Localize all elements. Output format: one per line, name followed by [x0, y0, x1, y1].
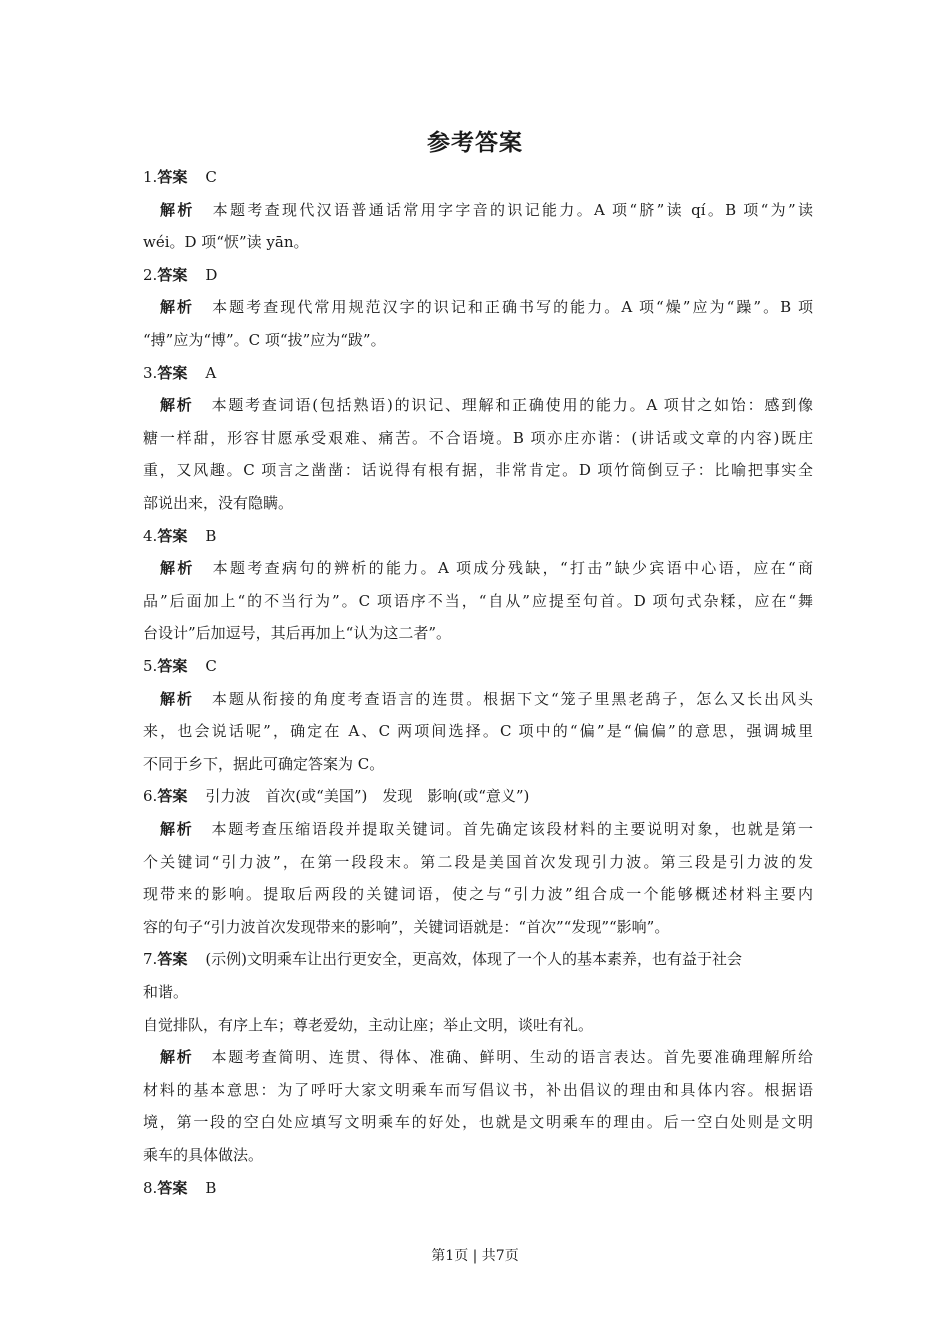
analysis-text: 本题考查病句的辨析的能力。A 项成分残缺，“打击”缺少宾语中心语，应在“商 — [212, 559, 813, 577]
answer-line — [143, 656, 813, 676]
answer-value: 引力波 首次(或“美国”) 发现 影响(或“意义”) — [205, 787, 530, 805]
answer-line — [143, 265, 813, 285]
analysis-line: 品”后面加上“的不当行为”。C 项语序不当，“自从”应提至句首。D 项句式杂糅，应在“舞 — [143, 592, 813, 610]
question-number: 5. — [143, 657, 158, 675]
analysis-line: 来，也会说话呢”，确定在 A、C 两项间选择。C 项中的“偏”是“偏偏”的意思，强调城里 — [143, 722, 813, 740]
answer-label: 答案 — [157, 787, 188, 805]
question-number: 3. — [143, 364, 158, 382]
answer-line — [143, 363, 813, 383]
answer-label: 答案 — [157, 1179, 188, 1197]
answer-extra-line: 自觉排队，有序上车；尊老爱幼，主动让座；举止文明，谈吐有礼。 — [143, 1016, 594, 1034]
analysis-line: 境，第一段的空白处应填写文明乘车的好处，也就是文明乘车的理由。后一空白处则是文明 — [143, 1113, 813, 1131]
answer-value: C — [205, 657, 217, 675]
analysis-line: 部说出来，没有隐瞒。 — [143, 494, 294, 512]
analysis-label: 解析 — [160, 396, 194, 414]
analysis-line — [160, 297, 813, 317]
page-footer: 第1页 | 共7页 — [431, 1248, 519, 1264]
analysis-line: 材料的基本意思：为了呼吁大家文明乘车而写倡议书，补出倡议的理由和具体内容。根据语 — [143, 1081, 813, 1099]
analysis-label: 解析 — [160, 559, 195, 577]
question-number: 8. — [143, 1179, 158, 1197]
analysis-text: 本题考查现代汉语普通话常用字字音的识记能力。A 项“脐”读 qí。B 项“为”读 — [212, 201, 813, 219]
answer-label: 答案 — [157, 527, 188, 545]
answer-value: D — [205, 266, 218, 284]
analysis-line: 糖一样甜，形容甘愿承受艰难、痛苦。不合语境。B 项亦庄亦谐：(讲话或文章的内容)既庄 — [143, 429, 813, 447]
analysis-label: 解析 — [160, 298, 195, 316]
answer-value: B — [205, 1179, 217, 1197]
answer-label: 答案 — [157, 266, 188, 284]
analysis-line — [160, 819, 813, 839]
answer-label: 答案 — [157, 950, 188, 968]
answer-line — [143, 786, 813, 806]
analysis-line — [160, 558, 813, 578]
answer-extra-line: 和谐。 — [143, 983, 189, 1001]
analysis-text: 本题考查简明、连贯、得体、准确、鲜明、生动的语言表达。首先要准确理解所给 — [211, 1048, 813, 1066]
analysis-line: 重，又风趣。C 项言之凿凿：话说得有根有据，非常肯定。D 项竹筒倒豆子：比喻把事实全 — [143, 461, 813, 479]
answer-line — [143, 167, 813, 187]
page-title: 参考答案 — [427, 130, 523, 156]
analysis-text: 本题考查压缩语段并提取关键词。首先确定该段材料的主要说明对象，也就是第一 — [211, 820, 813, 838]
analysis-text: 本题从衔接的角度考查语言的连贯。根据下文“笼子里黑老鸹子，怎么又长出风头 — [211, 690, 813, 708]
analysis-line — [160, 689, 813, 709]
question-number: 6. — [143, 787, 158, 805]
answer-value: A — [205, 364, 217, 382]
answer-line — [143, 949, 813, 969]
analysis-line: “搏”应为“博”。C 项“拔”应为“跋”。 — [143, 331, 386, 349]
answer-line — [143, 1178, 813, 1198]
analysis-line: 容的句子“引力波首次发现带来的影响”，关键词语就是：“首次”“发现”“影响”。 — [143, 918, 670, 936]
question-number: 2. — [143, 266, 158, 284]
analysis-line — [160, 395, 813, 415]
analysis-text: 本题考查词语(包括熟语)的识记、理解和正确使用的能力。A 项甘之如饴：感到像 — [211, 396, 813, 414]
answer-label: 答案 — [157, 168, 188, 186]
answer-value: B — [205, 527, 217, 545]
answer-value: (示例)文明乘车让出行更安全，更高效，体现了一个人的基本素养，也有益于社会 — [205, 950, 743, 968]
analysis-line: 台设计”后加逗号，其后再加上“认为这二者”。 — [143, 624, 452, 642]
analysis-line: wéi。D 项“恹”读 yān。 — [143, 233, 309, 251]
analysis-line: 现带来的影响。提取后两段的关键词语，使之与“引力波”组合成一个能够概述材料主要内 — [143, 885, 813, 903]
analysis-line — [160, 200, 813, 220]
question-number: 1. — [143, 168, 158, 186]
question-number: 4. — [143, 527, 158, 545]
analysis-label: 解析 — [160, 1048, 194, 1066]
answer-value: C — [205, 168, 217, 186]
analysis-line: 个关键词“引力波”，在第一段段末。第二段是美国首次发现引力波。第三段是引力波的发 — [143, 853, 813, 871]
analysis-line — [160, 1047, 813, 1067]
question-number: 7. — [143, 950, 158, 968]
analysis-label: 解析 — [160, 201, 195, 219]
analysis-text: 本题考查现代常用规范汉字的识记和正确书写的能力。A 项“燥”应为“躁”。B 项 — [212, 298, 813, 316]
analysis-line: 乘车的具体做法。 — [143, 1146, 264, 1164]
analysis-label: 解析 — [160, 690, 194, 708]
analysis-label: 解析 — [160, 820, 194, 838]
analysis-line: 不同于乡下，据此可确定答案为 C。 — [143, 755, 385, 773]
answer-label: 答案 — [157, 657, 188, 675]
answer-label: 答案 — [157, 364, 188, 382]
answer-line — [143, 526, 813, 546]
